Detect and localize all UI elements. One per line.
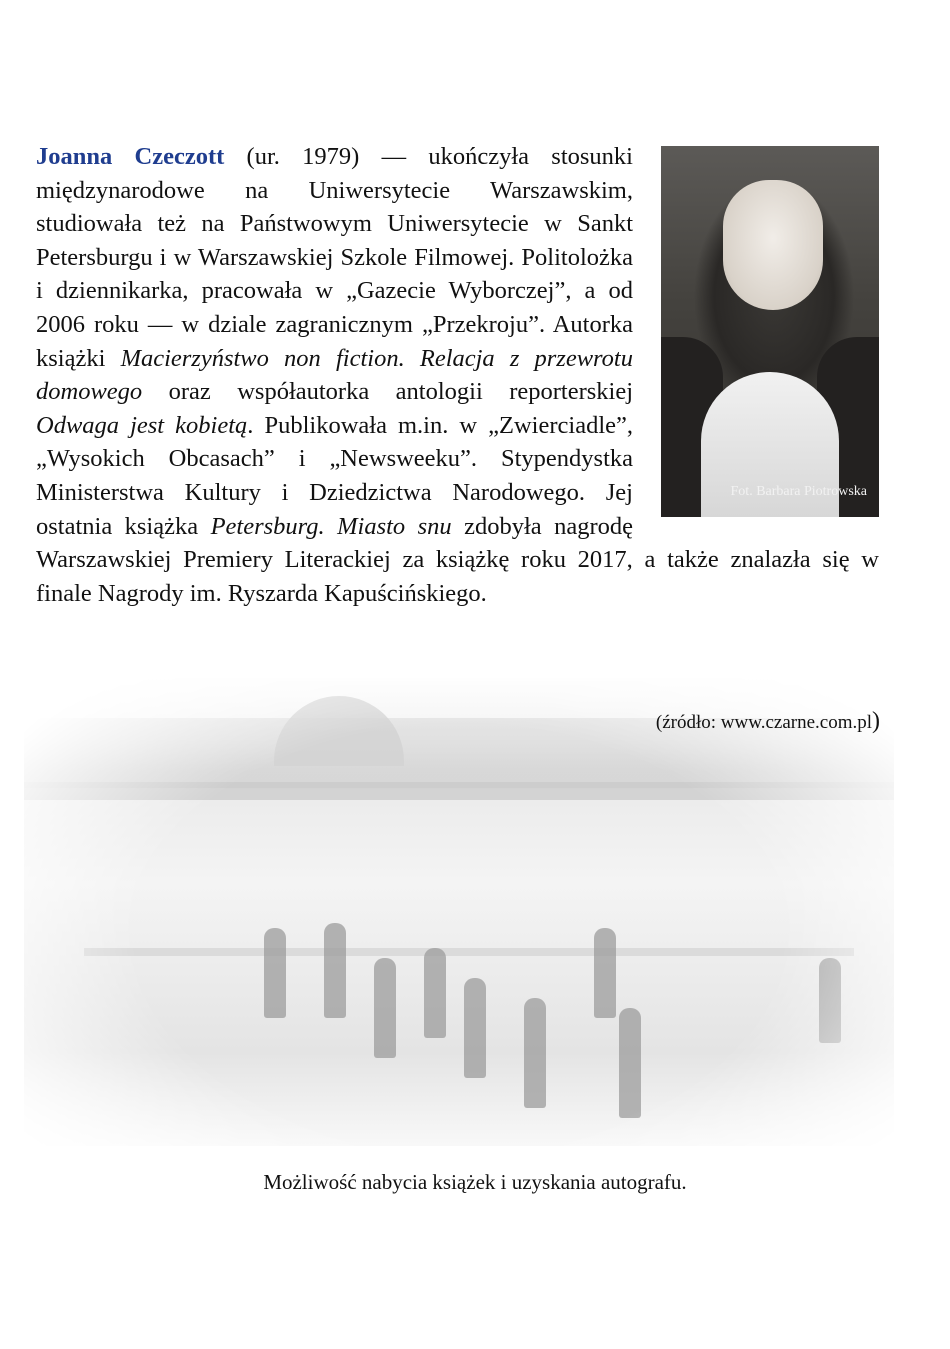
scene-figure bbox=[264, 928, 286, 1018]
author-name: Joanna Czeczott bbox=[36, 143, 225, 170]
scene-figure bbox=[524, 998, 546, 1108]
scene-shore bbox=[24, 782, 894, 800]
background-photo-petersburg bbox=[24, 678, 894, 1146]
source-close-paren: ) bbox=[872, 708, 880, 734]
scene-figure bbox=[819, 958, 841, 1043]
photo-face bbox=[723, 180, 823, 310]
bio-text-part1: (ur. 1979) — ukończyła stosunki międzynarodowe na Uniwersytecie Warszawskim, studiowała też na Państwowym Uniwersytecie w Sankt Petersburgu i w Warszawskiej Szkole Filmowej. Politolożka i dziennikarka, pracowała w „Gazecie Wyborczej”, a od 2006 roku — w dziale zagranicznym „Przekroju”. Autorka książki bbox=[36, 143, 633, 372]
book-title-3: Petersburg. Miasto snu bbox=[210, 512, 452, 540]
photo-credit: Fot. Barbara Piotrowska bbox=[730, 484, 867, 500]
author-photo bbox=[661, 146, 879, 517]
bio-text-part2: oraz współautorka antologii reporterskiej bbox=[142, 378, 633, 406]
bio-text-part3: . Publikowała m.in. w „Zwierciadle”, „Wysokich Obcasach” i „Newsweeku”. Stypendystka Ministerstwa Kultury i Dziedzictwa Narodowego. Jej ostatnia książka bbox=[36, 411, 634, 540]
scene-figure bbox=[324, 923, 346, 1018]
author-bio bbox=[36, 140, 879, 610]
footer-note: Możliwość nabycia książek i uzyskania autografu. bbox=[263, 1170, 687, 1194]
scene-figure bbox=[594, 928, 616, 1018]
scene-figure bbox=[424, 948, 446, 1038]
scene-ice-edge bbox=[84, 948, 854, 956]
source-note bbox=[656, 708, 880, 735]
book-title-2: Odwaga jest kobietą bbox=[36, 411, 248, 439]
scene-figure bbox=[374, 958, 396, 1058]
source-text: (źródło: www.czarne.com.pl bbox=[655, 712, 872, 733]
scene-figure bbox=[619, 1008, 641, 1118]
book-title-1: Macierzyństwo non fiction. Relacja z przewrotu domowego bbox=[36, 344, 633, 406]
scene-dome bbox=[274, 696, 404, 766]
bio-text-part4: zdobyła nagrodę Warszawskiej Premiery Literackiej za książkę roku 2017, a także znalazła się w finale Nagrody im. Ryszarda Kapuścińskiego. bbox=[36, 512, 879, 607]
scene-figure bbox=[464, 978, 486, 1078]
